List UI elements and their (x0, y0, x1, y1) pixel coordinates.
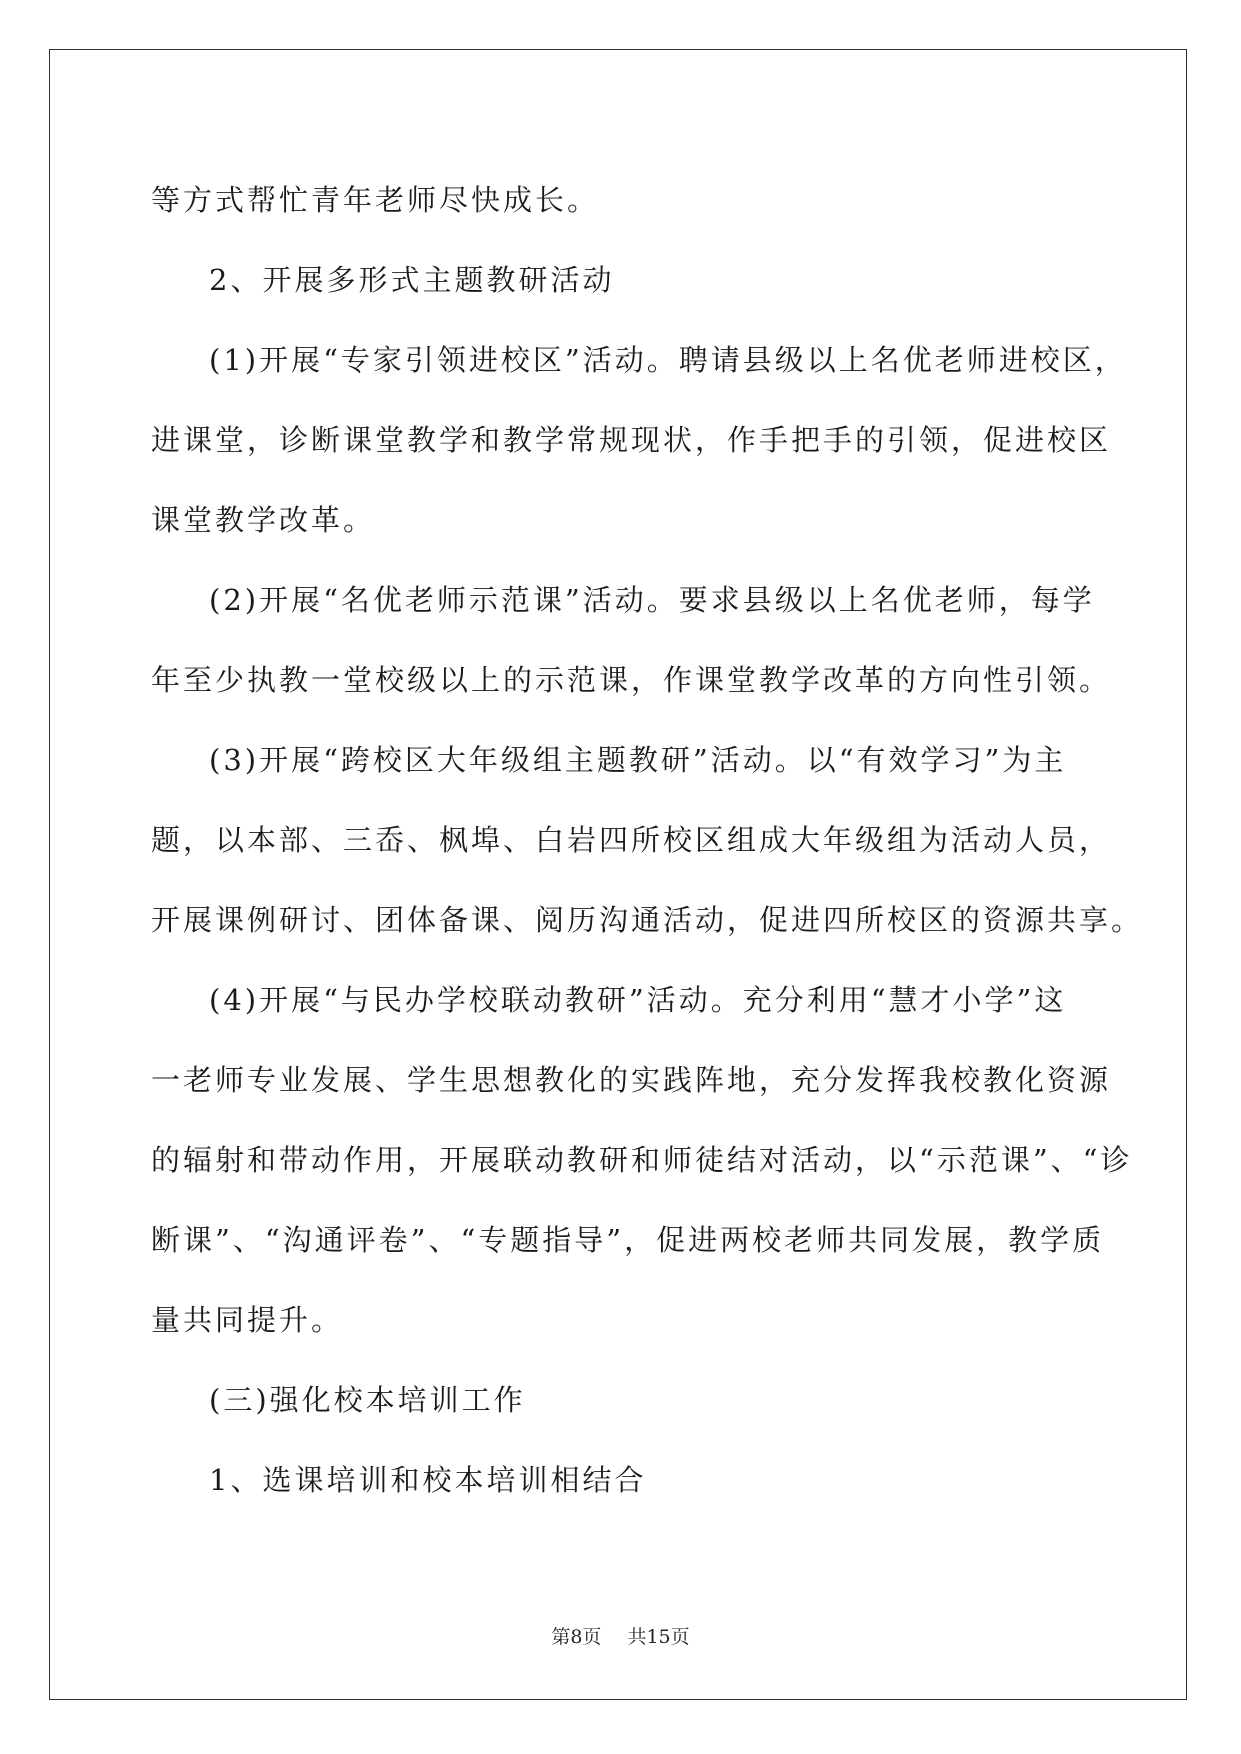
paragraph-line: (3)开展“跨校区大年级组主题教研”活动。以“有效学习”为主 (209, 743, 1067, 777)
paragraph-line: 等方式帮忙青年老师尽快成长。 (151, 183, 600, 217)
paragraph-line: (2)开展“名优老师示范课”活动。要求县级以上名优老师，每学 (209, 583, 1095, 617)
paragraph-line: 的辐射和带动作用，开展联动教研和师徒结对活动，以“示范课”、“诊 (151, 1143, 1133, 1177)
page-footer (0, 1622, 1241, 1649)
section-heading: 2、开展多形式主题教研活动 (209, 263, 615, 297)
paragraph-line: 题，以本部、三岙、枫埠、白岩四所校区组成大年级组为活动人员， (151, 823, 1112, 857)
paragraph-line: 一老师专业发展、学生思想教化的实践阵地，充分发挥我校教化资源 (151, 1063, 1112, 1097)
page-total: 共15页 (627, 1626, 690, 1648)
document-body (151, 160, 1144, 1520)
paragraph-line: 量共同提升。 (151, 1303, 344, 1337)
paragraph-line: (1)开展“专家引领进校区”活动。聘请县级以上名优老师进校区， (209, 343, 1127, 377)
paragraph-line: 开展课例研讨、团体备课、阅历沟通活动，促进四所校区的资源共享。 (151, 903, 1144, 937)
paragraph-line: 课堂教学改革。 (151, 503, 376, 537)
paragraph-line: 进课堂，诊断课堂教学和教学常规现状，作手把手的引领，促进校区 (151, 423, 1112, 457)
section-heading: (三)强化校本培训工作 (209, 1383, 526, 1417)
section-heading: 1、选课培训和校本培训相结合 (209, 1463, 647, 1497)
paragraph-line: (4)开展“与民办学校联动教研”活动。充分利用“慧才小学”这 (209, 983, 1067, 1017)
paragraph-line: 年至少执教一堂校级以上的示范课，作课堂教学改革的方向性引领。 (151, 663, 1112, 697)
page-number: 第8页 (551, 1626, 602, 1648)
paragraph-line: 断课”、“沟通评卷”、“专题指导”，促进两校老师共同发展，教学质 (151, 1223, 1105, 1257)
